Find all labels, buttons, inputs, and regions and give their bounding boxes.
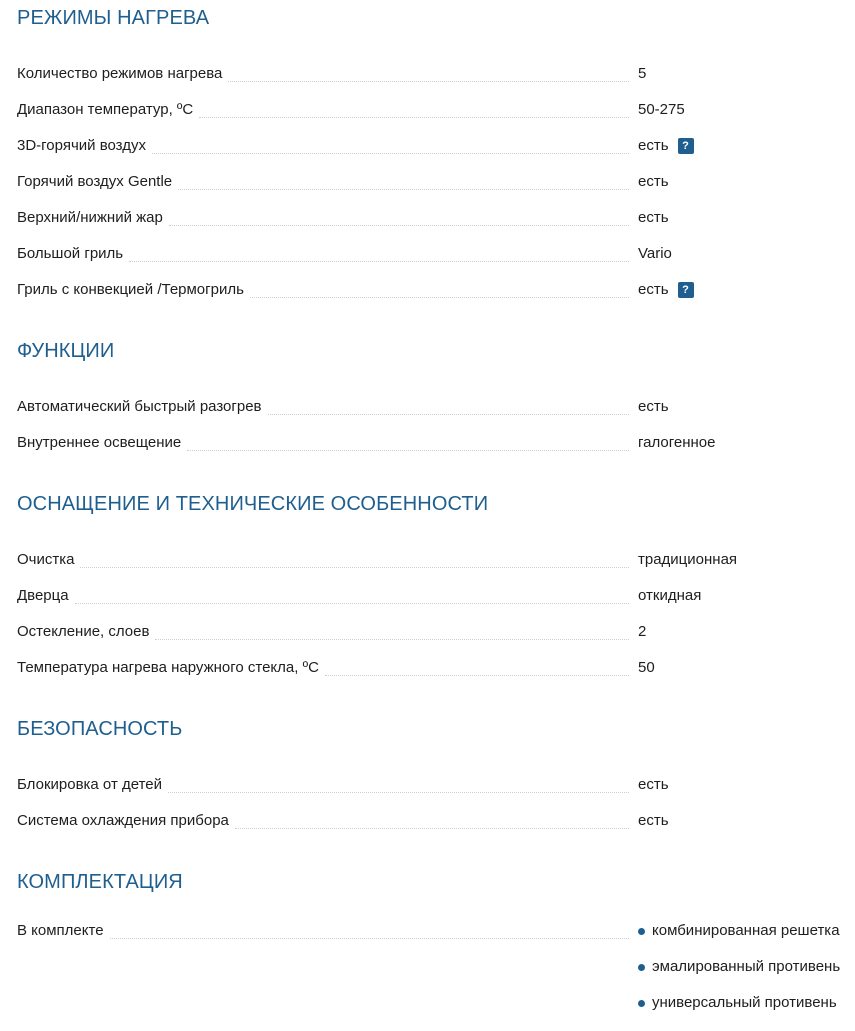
section-title: ФУНКЦИИ xyxy=(17,340,115,362)
spec-row xyxy=(17,280,855,316)
spec-label: В комплекте xyxy=(17,922,104,939)
spec-value: 50 xyxy=(638,659,655,676)
spec-label: Верхний/нижний жар xyxy=(17,209,163,226)
dotted-leader xyxy=(168,792,629,793)
spec-label: Диапазон температур, ºС xyxy=(17,101,194,118)
spec-label: Автоматический быстрый разогрев xyxy=(17,398,262,415)
spec-row xyxy=(17,136,855,172)
spec-row xyxy=(17,397,855,433)
package-items-list xyxy=(638,921,840,1029)
spec-value: есть xyxy=(638,173,669,190)
spec-label: 3D-горячий воздух xyxy=(17,137,146,154)
spec-value: есть xyxy=(638,776,669,793)
list-item xyxy=(638,993,840,1029)
package-item: универсальный противень xyxy=(652,994,837,1011)
section-safety xyxy=(17,717,855,847)
spec-value: откидная xyxy=(638,587,702,604)
spec-row xyxy=(17,658,855,694)
package-item: комбинированная решетка xyxy=(652,922,840,939)
spec-value: есть xyxy=(638,281,669,298)
spec-value: Vario xyxy=(638,245,672,262)
dotted-leader xyxy=(80,567,629,568)
bullet-icon xyxy=(638,928,645,935)
spec-label: Температура нагрева наружного стекла, ºС xyxy=(17,659,319,676)
spec-row xyxy=(17,208,855,244)
spec-row xyxy=(17,100,855,136)
dotted-leader xyxy=(228,81,629,82)
spec-label: Горячий воздух Gentle xyxy=(17,173,173,190)
spec-value: есть xyxy=(638,209,669,226)
spec-label: Очистка xyxy=(17,551,75,568)
spec-row xyxy=(17,172,855,208)
spec-value: 50-275 xyxy=(638,101,685,118)
dotted-leader xyxy=(268,414,629,415)
bullet-icon xyxy=(638,1000,645,1007)
spec-label: Остекление, слоев xyxy=(17,623,150,640)
section-title: ОСНАЩЕНИЕ И ТЕХНИЧЕСКИЕ ОСОБЕННОСТИ xyxy=(17,493,489,515)
spec-value: есть xyxy=(638,398,669,415)
spec-list xyxy=(17,775,855,847)
spec-row xyxy=(17,244,855,280)
spec-row xyxy=(17,921,855,1029)
section-package xyxy=(17,870,855,1029)
dotted-leader xyxy=(325,675,629,676)
spec-value: 2 xyxy=(638,623,647,640)
spec-list xyxy=(17,64,855,316)
section-title: КОМПЛЕКТАЦИЯ xyxy=(17,871,183,893)
dotted-leader xyxy=(235,828,629,829)
section-heating-modes xyxy=(17,6,855,316)
spec-value: 5 xyxy=(638,65,647,82)
list-item xyxy=(638,957,840,993)
spec-label: Большой гриль xyxy=(17,245,124,262)
spec-value: есть xyxy=(638,812,669,829)
spec-list xyxy=(17,397,855,469)
spec-label: Гриль с конвекцией /Термогриль xyxy=(17,281,244,298)
spec-list xyxy=(17,921,855,1029)
dotted-leader xyxy=(169,225,629,226)
spec-row xyxy=(17,775,855,811)
spec-label: Количество режимов нагрева xyxy=(17,65,223,82)
dotted-leader xyxy=(155,639,629,640)
bullet-icon xyxy=(638,964,645,971)
spec-row xyxy=(17,622,855,658)
spec-value: традиционная xyxy=(638,551,738,568)
spec-list xyxy=(17,550,855,694)
spec-row xyxy=(17,64,855,100)
list-item xyxy=(638,921,840,957)
dotted-leader xyxy=(129,261,629,262)
dotted-leader xyxy=(110,938,629,939)
spec-row xyxy=(17,433,855,469)
spec-row xyxy=(17,811,855,847)
section-functions xyxy=(17,339,855,469)
spec-label: Блокировка от детей xyxy=(17,776,163,793)
dotted-leader xyxy=(250,297,629,298)
dotted-leader xyxy=(75,603,629,604)
section-equipment-features xyxy=(17,492,855,694)
spec-row xyxy=(17,586,855,622)
spec-row xyxy=(17,550,855,586)
spec-label: Система охлаждения прибора xyxy=(17,812,229,829)
package-item: эмалированный противень xyxy=(652,958,841,975)
dotted-leader xyxy=(199,117,629,118)
spec-label: Дверца xyxy=(17,587,69,604)
section-title: РЕЖИМЫ НАГРЕВА xyxy=(17,7,210,29)
dotted-leader xyxy=(152,153,629,154)
help-icon[interactable]: ? xyxy=(678,282,694,298)
dotted-leader xyxy=(178,189,629,190)
spec-label: Внутреннее освещение xyxy=(17,434,182,451)
section-title: БЕЗОПАСНОСТЬ xyxy=(17,718,183,740)
spec-value: галогенное xyxy=(638,434,716,451)
spec-value: есть xyxy=(638,137,669,154)
dotted-leader xyxy=(187,450,629,451)
help-icon[interactable]: ? xyxy=(678,138,694,154)
